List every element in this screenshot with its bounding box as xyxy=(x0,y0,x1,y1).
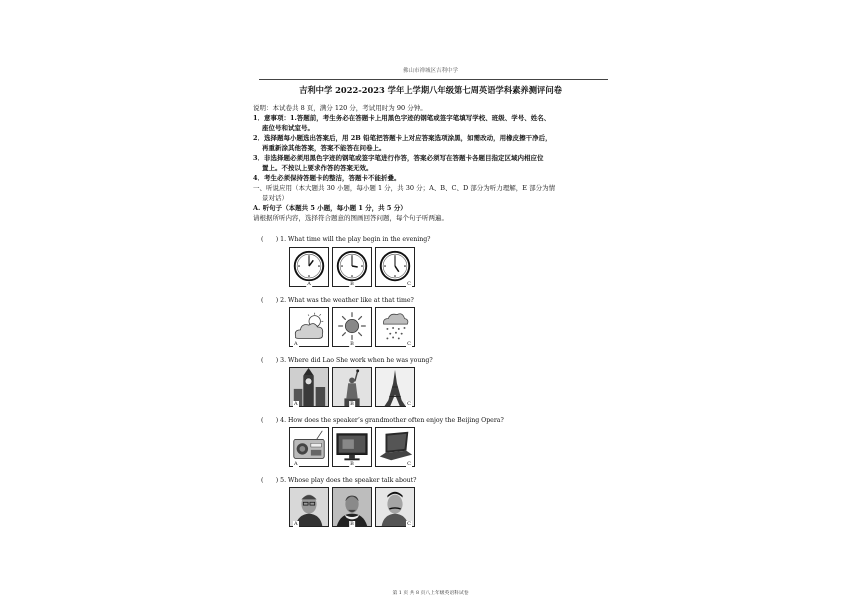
option-a-image[interactable] xyxy=(289,307,329,347)
option-label: C xyxy=(407,341,411,347)
option-b-image[interactable] xyxy=(332,307,372,347)
question-5-options xyxy=(289,487,415,527)
question-1: ( ) 1. What time will the play begin in the evening? xyxy=(261,236,431,243)
option-c-image[interactable] xyxy=(375,307,415,347)
option-label: A xyxy=(294,401,298,407)
option-a-image[interactable] xyxy=(289,367,329,407)
option-a-image[interactable] xyxy=(289,487,329,527)
option-c-image[interactable] xyxy=(375,367,415,407)
section-heading-cont: 景对话） xyxy=(262,194,288,202)
header-rule xyxy=(259,79,608,80)
option-label: B xyxy=(350,401,354,407)
option-label: C xyxy=(407,461,411,467)
option-label: C xyxy=(407,401,411,407)
option-label: B xyxy=(350,281,354,287)
instruction-line: 2．选择题每小题选出答案后，用 2B 铅笔把答题卡上对应答案选项涂黑，如需改动，用橡皮擦干净后， xyxy=(253,134,552,142)
instruction-line: 置上。不按以上要求作答的答案无效。 xyxy=(262,164,373,172)
option-label: A xyxy=(294,341,298,347)
part-a-directions: 请根据所听内容，选择符合题意的图画回答问题，每个句子听两遍。 xyxy=(253,214,448,222)
part-a-heading: A. 听句子（本题共 5 小题，每小题 1 分，共 5 分） xyxy=(253,204,407,212)
exam-page xyxy=(253,56,608,604)
school-header: 佛山市禅城区吉利中学 xyxy=(402,68,458,74)
option-label: B xyxy=(350,341,354,347)
exam-title: 吉利中学 2022-2023 学年上学期八年级第七周英语学科素养测评问卷 xyxy=(299,85,562,95)
question-4: ( ) 4. How does the speaker’s grandmother often enjoy the Beijing Opera? xyxy=(261,417,504,424)
option-b-image[interactable] xyxy=(332,367,372,407)
option-label: A xyxy=(294,521,298,527)
option-a-image[interactable] xyxy=(289,427,329,467)
option-label: B xyxy=(350,461,354,467)
option-label: C xyxy=(407,521,411,527)
page-footer: 第 1 页 共 8 页八上年级英语科试卷 xyxy=(392,591,469,596)
question-3-options xyxy=(289,367,415,407)
option-b-image[interactable] xyxy=(332,427,372,467)
question-5: ( ) 5. Whose play does the speaker talk about? xyxy=(261,477,417,484)
question-1-options xyxy=(289,247,415,287)
option-b-image[interactable] xyxy=(332,247,372,287)
option-c-image[interactable] xyxy=(375,427,415,467)
option-label: A xyxy=(294,461,298,467)
option-label: C xyxy=(407,281,411,287)
question-2: ( ) 2. What was the weather like at that time? xyxy=(261,297,414,304)
instruction-line: 4．考生必须保持答题卡的整洁，答题卡不能折叠。 xyxy=(253,174,401,182)
instructions-note: 说明：本试卷共 8 页，满分 120 分，考试用时为 90 分钟。 xyxy=(253,104,427,112)
question-4-options xyxy=(289,427,415,467)
section-heading: 一、听说应用（本大题共 30 小题，每小题 1 分，共 30 分；A、B、C、D 部分为听力理解，E 部分为情 xyxy=(253,184,556,192)
option-label: B xyxy=(350,521,354,527)
option-c-image[interactable] xyxy=(375,247,415,287)
instruction-line: 再重新涂其他答案，答案不能答在问卷上。 xyxy=(262,144,386,152)
instructions-block xyxy=(253,103,603,223)
instruction-line: 1．意事项：1.答题前，考生务必在答题卡上用黑色字迹的钢笔或签字笔填写学校、班级、学号、姓名、 xyxy=(253,114,551,122)
option-b-image[interactable] xyxy=(332,487,372,527)
instruction-line: 座位号和试室号。 xyxy=(262,124,314,132)
option-label: A xyxy=(307,281,311,287)
instruction-line: 3．非选择题必须用黑色字迹的钢笔或签字笔进行作答，答案必须写在答题卡各题目指定区域内相应位 xyxy=(253,154,544,162)
option-c-image[interactable] xyxy=(375,487,415,527)
question-3: ( ) 3. Where did Lao She work when he was young? xyxy=(261,357,433,364)
question-2-options xyxy=(289,307,415,347)
option-a-image[interactable] xyxy=(289,247,329,287)
